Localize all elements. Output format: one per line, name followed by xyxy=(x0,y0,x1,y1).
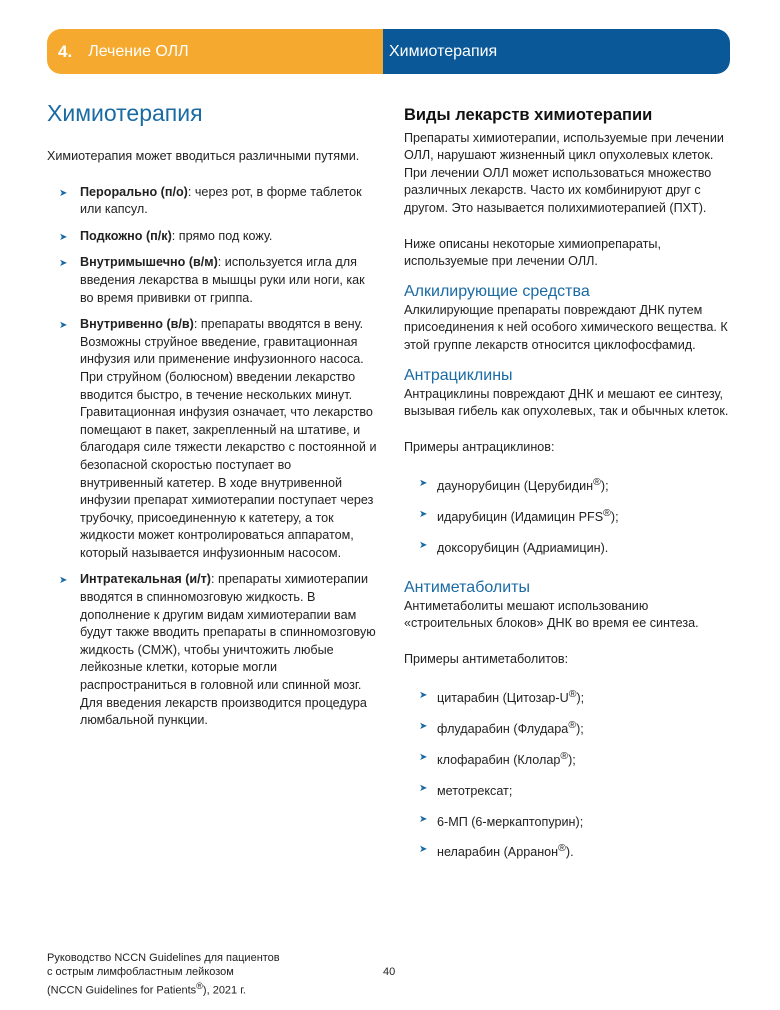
paragraph: Алкилирующие препараты повреждают ДНК путем присоединения к ней особого химического вещества. К этой группе лекарств относится циклофосфамид. xyxy=(404,302,728,352)
route-text: : через рот, в форме таблеток или капсул. xyxy=(80,184,362,217)
header-section xyxy=(47,29,383,74)
drug-name: метотрексат; xyxy=(437,783,513,798)
right-column xyxy=(404,96,739,871)
list-item xyxy=(47,316,377,562)
paragraph: Антиметаболиты мешают использованию «строительных блоков» ДНК во время ее синтеза. xyxy=(404,598,699,631)
drug-name: флударабин (Флудара xyxy=(437,722,569,737)
registered-mark: ® xyxy=(196,981,203,991)
registered-mark: ® xyxy=(560,750,569,762)
list-item xyxy=(47,571,377,729)
chevron-right-icon: ➤ xyxy=(419,509,428,521)
drug-tail: ); xyxy=(600,479,609,494)
registered-mark: ® xyxy=(593,476,601,489)
drug-tail: ); xyxy=(576,722,584,737)
footer-line: Руководство NCCN Guidelines для пациентов xyxy=(47,952,280,964)
page-number: 40 xyxy=(383,966,396,978)
chevron-right-icon: ➤ xyxy=(419,813,428,825)
drug-name: неларабин (Арранон xyxy=(437,845,559,860)
left-column xyxy=(47,96,377,739)
list-item xyxy=(47,228,377,246)
subsection-title-alkylating: Алкилирующие средства xyxy=(404,282,590,300)
chevron-right-icon: ➤ xyxy=(419,690,428,702)
route-term: Внутривенно (в/в) xyxy=(80,317,194,332)
footer-line: с острым лимфобластным лейкозом xyxy=(47,966,234,978)
route-term: Перорально (п/о) xyxy=(80,184,188,199)
paragraph: Ниже описаны некоторые химиопрепараты, используемые при лечении ОЛЛ. xyxy=(404,236,661,269)
antimetabolite-list xyxy=(404,686,739,862)
routes-list xyxy=(47,184,377,730)
list-item xyxy=(47,254,377,307)
drug-name: цитарабин (Цитозар-U xyxy=(437,691,569,706)
drug-tail: ); xyxy=(576,691,585,706)
chevron-right-icon: ➤ xyxy=(419,752,428,763)
chevron-right-icon: ➤ xyxy=(419,721,428,733)
footer-line xyxy=(47,979,280,998)
chapter-header xyxy=(47,29,730,74)
subsection-title-anthracyclines: Антрациклины xyxy=(404,366,513,384)
list-item xyxy=(404,717,739,739)
chevron-right-icon: ➤ xyxy=(59,231,68,243)
list-item xyxy=(404,779,739,801)
chevron-right-icon: ➤ xyxy=(59,258,68,270)
footer-text: (NCCN Guidelines for Patients xyxy=(47,984,197,997)
route-text: : препараты вводятся в вену. Возможны струйное введение, гравитационная инфузия или применение инфузионного насоса. При струйном (болюсном) введении лекарство вводится быстро, в течение нескольких минут. Гравитационная инфузия означает, что лекарство помещают в пакет, закрепленный на штативе, и благодаря силе тяжести лекарство с постоянной и безопасной скоростью поступает во внутривенный катетер. В ходе внутривенной инфузии препарат химиотерапии поступает через трубочку, присоединенную к катетеру, а ток жидкости может контролироваться аппаратом, который называется инфузионным насосом. xyxy=(80,317,377,560)
examples-label: Примеры антиметаболитов: xyxy=(404,651,569,666)
registered-mark: ® xyxy=(558,842,566,855)
chevron-right-icon: ➤ xyxy=(59,575,68,587)
route-term: Интратекальная (и/т) xyxy=(80,572,211,587)
chevron-right-icon: ➤ xyxy=(419,478,428,490)
footer-text: ), 2021 г. xyxy=(202,984,246,997)
chevron-right-icon: ➤ xyxy=(419,844,428,856)
section-title: Виды лекарств химиотерапии xyxy=(404,106,653,124)
list-item xyxy=(404,536,739,558)
drug-tail: ); xyxy=(610,510,619,525)
drug-name: даунорубицин (Церубидин xyxy=(437,479,594,494)
intro-text: Химиотерапия может вводиться различными путями. xyxy=(47,149,360,163)
chevron-right-icon: ➤ xyxy=(419,539,428,551)
chapter-number: 4. xyxy=(58,41,73,61)
header-topic xyxy=(383,29,730,74)
route-term: Внутримышечно (в/м) xyxy=(80,255,218,270)
examples-label: Примеры антрациклинов: xyxy=(404,439,555,454)
route-term: Подкожно (п/к) xyxy=(80,228,172,243)
drug-name: клофарабин (Клолар xyxy=(437,753,561,768)
chapter-title: Лечение ОЛЛ xyxy=(88,42,189,60)
registered-mark: ® xyxy=(603,507,611,520)
registered-mark: ® xyxy=(568,719,577,732)
paragraph: Антрациклины повреждают ДНК и мешают ее синтезу, вызывая гибель как опухолевых, так и обычных клеток. xyxy=(404,386,729,419)
list-item xyxy=(404,840,739,862)
anthracycline-list xyxy=(404,474,739,557)
drug-name: доксорубицин (Адриамицин). xyxy=(437,541,609,556)
chevron-right-icon: ➤ xyxy=(59,187,68,199)
chevron-right-icon: ➤ xyxy=(419,782,428,794)
list-item xyxy=(404,810,739,832)
route-text: : препараты химиотерапии вводятся в спинномозговую жидкость. В дополнение к другим видам химиотерапии вам будут также вводить препараты в спинномозговую жидкость (СМЖ), чтобы уничтожить любые лейкозные клетки, которые могли распространиться в головной или спинной мозг. Для введения лекарств производится процедура люмбальной пункции. xyxy=(80,572,376,728)
topic-title: Химиотерапия xyxy=(389,42,498,60)
drug-name: 6-МП (6-меркаптопурин); xyxy=(437,814,584,829)
drug-tail: ); xyxy=(568,753,576,768)
paragraph: Препараты химиотерапии, используемые при лечении ОЛЛ, нарушают жизненный цикл опухолевых клеток. При лечении ОЛЛ может использоваться множество различных лекарств. Часто их комбинируют друг с другом. Это называется полихимиотерапией (ПХТ). xyxy=(404,130,724,215)
route-text: : используется игла для введения лекарства в мышцы руки или ноги, как во время прививки от гриппа. xyxy=(80,255,365,305)
list-item xyxy=(404,505,739,527)
registered-mark: ® xyxy=(568,688,577,701)
list-item xyxy=(404,748,739,770)
page-title: Химиотерапия xyxy=(47,100,203,126)
route-text: : прямо под кожу. xyxy=(171,228,273,243)
drug-tail: ). xyxy=(565,845,574,860)
footer-citation xyxy=(47,951,280,998)
list-item xyxy=(404,686,739,708)
subsection-title-antimetabolites: Антиметаболиты xyxy=(404,578,530,596)
list-item xyxy=(404,474,739,496)
drug-name: идарубицин (Идамицин PFS xyxy=(437,510,604,525)
list-item xyxy=(47,184,377,219)
chevron-right-icon: ➤ xyxy=(59,320,68,332)
